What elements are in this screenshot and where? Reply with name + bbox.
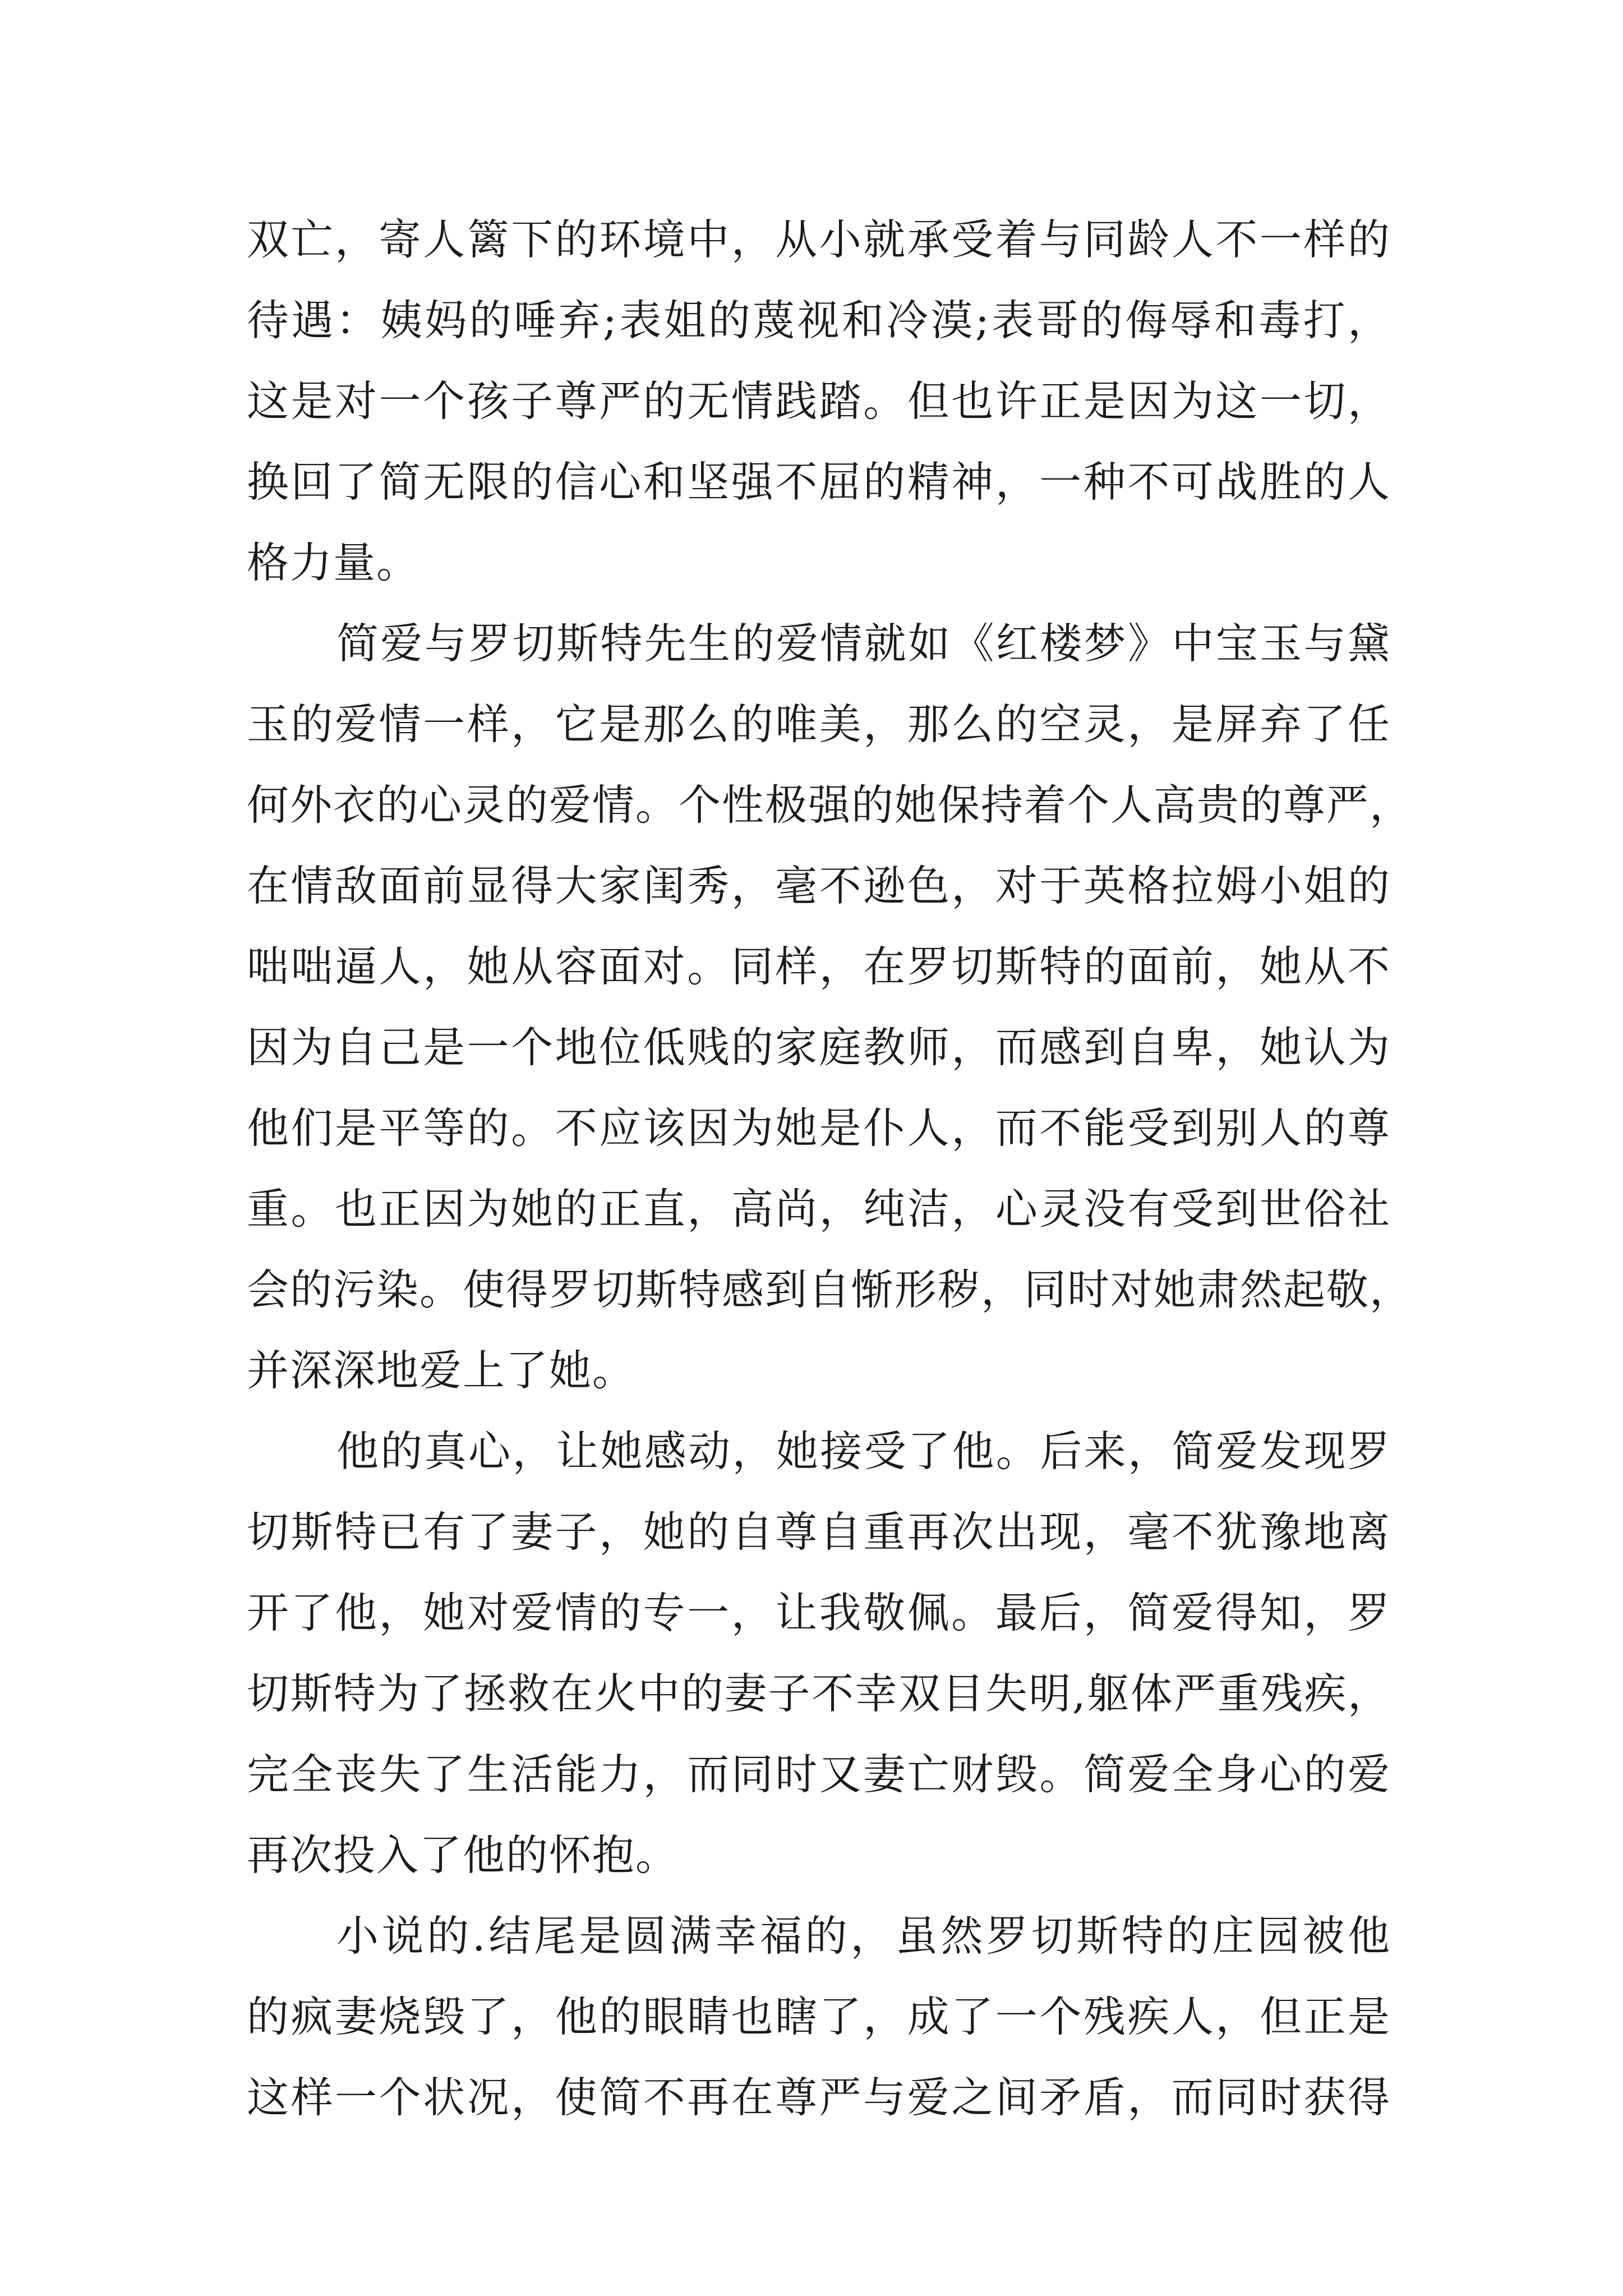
text-line: 在情敌面前显得大家闺秀，毫不逊色，对于英格拉姆小姐的 [247, 861, 1391, 910]
text-line: 他的真心，让她感动，她接受了他。后来，简爱发现罗 [336, 1427, 1391, 1476]
text-line: 这是对一个孩子尊严的无情践踏。但也许正是因为这一切， [247, 376, 1391, 426]
text-line: 换回了简无限的信心和坚强不屈的精神，一种不可战胜的人 [247, 457, 1391, 507]
document-body-text [247, 199, 1413, 2138]
text-line: 切斯特为了拯救在火中的妻子不幸双目失明,躯体严重残疾， [247, 1669, 1391, 1718]
text-line: 待遇：姨妈的唾弃;表姐的蔑视和冷漠;表哥的侮辱和毒打， [247, 296, 1391, 345]
text-line: 完全丧失了生活能力，而同时又妻亡财毁。简爱全身心的爱 [247, 1750, 1391, 1799]
text-line: 简爱与罗切斯特先生的爱情就如《红楼梦》中宝玉与黛 [336, 619, 1391, 668]
text-line: 开了他，她对爱情的专一，让我敬佩。最后，简爱得知，罗 [247, 1588, 1391, 1637]
text-line: 双亡，寄人篱下的环境中，从小就承受着与同龄人不一样的 [247, 215, 1391, 264]
text-line: 玉的爱情一样，它是那么的唯美，那么的空灵，是屏弃了任 [247, 700, 1391, 749]
text-line: 格力量。 [247, 538, 420, 587]
text-line: 这样一个状况，使简不再在尊严与爱之间矛盾，而同时获得 [247, 2073, 1391, 2122]
text-line: 何外衣的心灵的爱情。个性极强的她保持着个人高贵的尊严， [247, 780, 1413, 830]
text-line: 小说的.结尾是圆满幸福的，虽然罗切斯特的庄园被他 [336, 1911, 1391, 1961]
text-line: 的疯妻烧毁了，他的眼睛也瞎了，成了一个残疾人，但正是 [247, 1992, 1391, 2041]
text-line: 咄咄逼人，她从容面对。同样，在罗切斯特的面前，她从不 [247, 942, 1391, 991]
text-line: 并深深地爱上了她。 [247, 1346, 636, 1395]
text-line: 重。也正因为她的正直，高尚，纯洁，心灵没有受到世俗社 [247, 1184, 1391, 1234]
text-line: 因为自己是一个地位低贱的家庭教师，而感到自卑，她认为 [247, 1023, 1391, 1072]
text-line: 切斯特已有了妻子，她的自尊自重再次出现，毫不犹豫地离 [247, 1507, 1391, 1557]
text-line: 会的污染。使得罗切斯特感到自惭形秽，同时对她肃然起敬， [247, 1265, 1413, 1314]
text-line: 他们是平等的。不应该因为她是仆人，而不能受到别人的尊 [247, 1103, 1391, 1153]
text-line: 再次投入了他的怀抱。 [247, 1830, 679, 1880]
